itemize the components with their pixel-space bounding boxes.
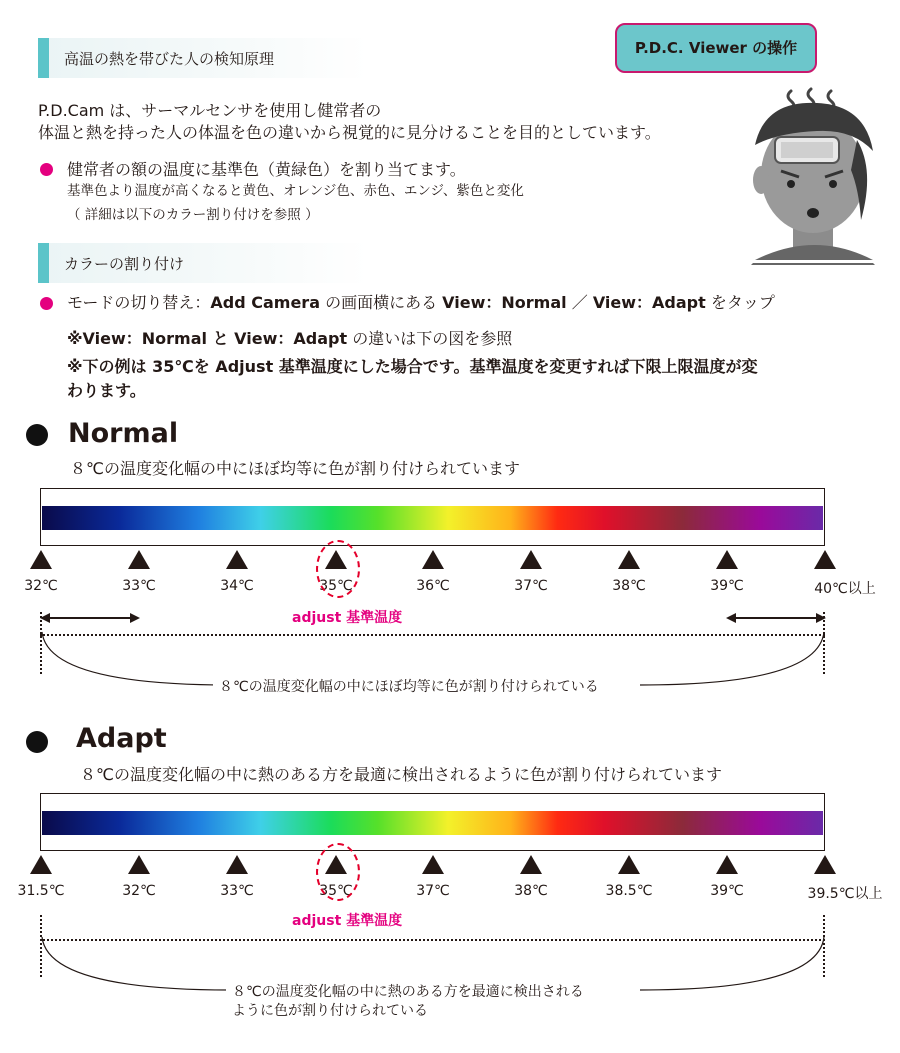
double-arrow-icon bbox=[40, 608, 140, 628]
instruction-text: の画面横にある bbox=[319, 293, 443, 312]
adapt-gradient-bar bbox=[42, 811, 823, 835]
adapt-subtitle: ８℃の温度変化幅の中に熱のある方を最適に検出されるように色が割り付けられています bbox=[80, 765, 722, 784]
normal-tick-marker bbox=[30, 550, 52, 569]
normal-tick-marker bbox=[814, 550, 836, 569]
normal-subtitle: ８℃の温度変化幅の中にほぼ均等に色が割り付けられています bbox=[70, 459, 520, 478]
view-normal-label: View：Normal bbox=[442, 293, 567, 312]
normal-tick-label: 35℃ bbox=[319, 578, 353, 594]
intro-line-2: 体温と熱を持った人の体温を色の違いから視覚的に見分けることを目的としています。 bbox=[38, 123, 661, 142]
normal-tick-label: 36℃ bbox=[416, 578, 450, 594]
adapt-tick-marker bbox=[618, 855, 640, 874]
normal-span-note: ８℃の温度変化幅の中にほぼ均等に色が割り付けられている bbox=[213, 676, 605, 696]
adapt-tick-label: 32℃ bbox=[122, 883, 156, 899]
bullet-dot bbox=[40, 297, 53, 310]
adapt-color-scale bbox=[40, 793, 825, 851]
double-arrow-icon bbox=[726, 608, 826, 628]
instruction-text: をタップ bbox=[705, 293, 775, 312]
normal-tick-label: 39℃ bbox=[710, 578, 744, 594]
section-header-color bbox=[38, 243, 368, 283]
bullet-dot bbox=[40, 163, 53, 176]
adapt-tick-marker bbox=[226, 855, 248, 874]
normal-tick-marker bbox=[422, 550, 444, 569]
bullet-sub-text-1: 基準色より温度が高くなると黄色、オレンジ色、赤色、エンジ、紫色と変化 bbox=[67, 183, 524, 199]
normal-tick-marker bbox=[618, 550, 640, 569]
section-header-detection bbox=[38, 38, 368, 78]
pdc-viewer-badge: P.D.C. Viewer の操作 bbox=[615, 23, 817, 73]
note-line-2: ※下の例は 35℃を Adjust 基準温度にした場合です。基準温度を変更すれば下限上限温度が変 bbox=[67, 357, 758, 376]
instruction-text: モードの切り替え： bbox=[67, 293, 211, 312]
adapt-adjust-label: adjust 基準温度 bbox=[292, 913, 403, 929]
adapt-span-note-line-2: ように色が割り付けられている bbox=[232, 1003, 428, 1019]
adapt-dot bbox=[26, 731, 48, 753]
bullet-main-text: 健常者の額の温度に基準色（黄緑色）を割り当てます。 bbox=[67, 160, 466, 179]
adapt-span-note bbox=[226, 983, 590, 1021]
note-line-1 bbox=[67, 328, 512, 350]
adapt-title: Adapt bbox=[76, 723, 167, 754]
adapt-tick-marker bbox=[520, 855, 542, 874]
mode-switch-instruction bbox=[67, 292, 775, 314]
intro-line-1: P.D.Cam は、サーマルセンサを使用し健常者の bbox=[38, 101, 382, 120]
adapt-adjust-circle bbox=[316, 843, 360, 901]
worried-person-icon bbox=[725, 85, 875, 265]
section-title: 高温の熱を帯びた人の検知原理 bbox=[64, 50, 275, 68]
adapt-tick-label: 39.5℃以上 bbox=[807, 886, 883, 902]
normal-tick-marker bbox=[520, 550, 542, 569]
adapt-tick-label: 37℃ bbox=[416, 883, 450, 899]
normal-tick-marker bbox=[128, 550, 150, 569]
add-camera-label: Add Camera bbox=[210, 293, 320, 312]
normal-title: Normal bbox=[68, 418, 179, 449]
adapt-tick-label: 39℃ bbox=[710, 883, 744, 899]
adapt-tick-marker bbox=[422, 855, 444, 874]
normal-tick-label: 34℃ bbox=[220, 578, 254, 594]
normal-tick-marker bbox=[716, 550, 738, 569]
adapt-tick-marker bbox=[716, 855, 738, 874]
normal-adjust-label: adjust 基準温度 bbox=[292, 610, 403, 626]
instruction-text: ／ bbox=[566, 293, 593, 312]
normal-tick-label: 37℃ bbox=[514, 578, 548, 594]
section-accent-bar bbox=[38, 38, 49, 78]
adapt-tick-marker bbox=[128, 855, 150, 874]
normal-tick-label: 38℃ bbox=[612, 578, 646, 594]
adapt-span-note-line-1: ８℃の温度変化幅の中に熱のある方を最適に検出される bbox=[232, 984, 584, 1000]
note-line-3: わります。 bbox=[67, 381, 146, 400]
adapt-tick-label: 33℃ bbox=[220, 883, 254, 899]
adapt-tick-label: 35℃ bbox=[319, 883, 353, 899]
adapt-tick-marker bbox=[30, 855, 52, 874]
normal-tick-marker bbox=[226, 550, 248, 569]
normal-tick-label: 32℃ bbox=[24, 578, 58, 594]
section-accent-bar bbox=[38, 243, 49, 283]
normal-color-scale bbox=[40, 488, 825, 546]
normal-adjust-circle bbox=[316, 540, 360, 598]
note-bold: ※View：Normal と View：Adapt bbox=[67, 329, 348, 348]
normal-gradient-bar bbox=[42, 506, 823, 530]
adapt-tick-label: 31.5℃ bbox=[17, 883, 65, 899]
section-title: カラーの割り付け bbox=[64, 255, 185, 273]
adapt-tick-label: 38℃ bbox=[514, 883, 548, 899]
normal-dot bbox=[26, 424, 48, 446]
view-adapt-label: View：Adapt bbox=[592, 293, 706, 312]
adapt-tick-label: 38.5℃ bbox=[605, 883, 653, 899]
note-text: の違いは下の図を参照 bbox=[347, 329, 513, 348]
normal-tick-label: 40℃以上 bbox=[814, 581, 876, 597]
normal-tick-label: 33℃ bbox=[122, 578, 156, 594]
adapt-tick-marker bbox=[814, 855, 836, 874]
bullet-sub-text-2: （ 詳細は以下のカラー割り付けを参照 ） bbox=[67, 207, 319, 223]
